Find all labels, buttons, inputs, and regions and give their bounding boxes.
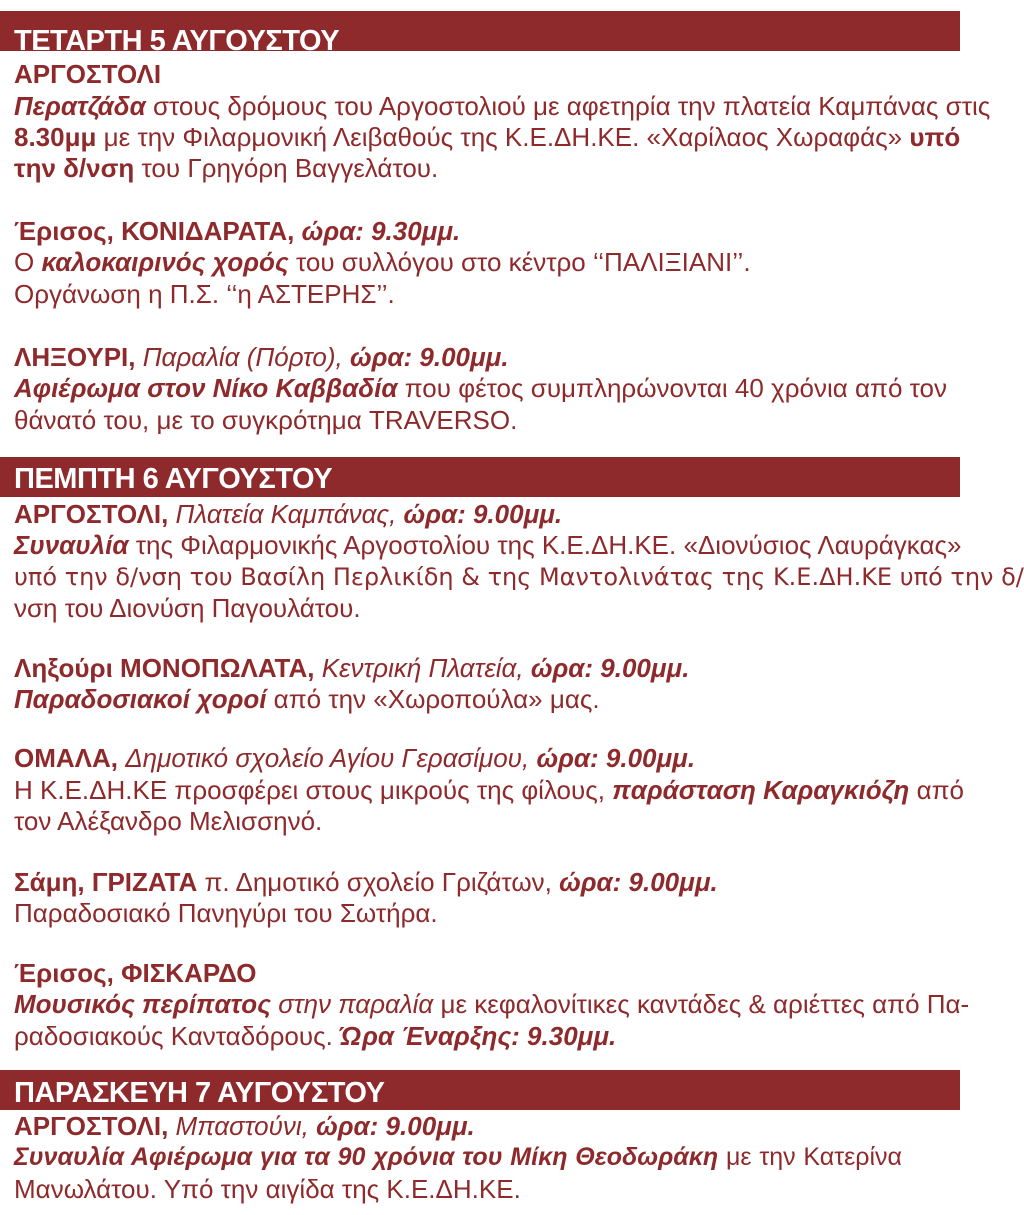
event-description: Ο: [14, 247, 35, 277]
day-header-thursday: ΠΕΜΠΤΗ 6 ΑΥΓΟΥΣΤΟΥ: [14, 463, 333, 495]
event-line: [14, 246, 902, 278]
event-place: Έρισος, ΦΙΣΚΑΡΔΟ: [14, 958, 257, 988]
event-time: 8.30μμ: [14, 122, 97, 152]
event-line: Οργάνωση η Π.Σ. ‘‘η ΑΣΤΕΡΗΣ’’.: [14, 279, 395, 309]
event-time: ώρα: 9.00μμ.: [403, 499, 563, 529]
event-description: που φέτος συμπληρώνονται 40 χρόνια από τον: [404, 373, 947, 403]
event-place: Έρισος, ΚΟΝΙΔΑΡΑΤΑ,: [14, 216, 295, 246]
event-title: Παραδοσιακοί χοροί: [14, 684, 267, 714]
event-line: [14, 152, 902, 184]
event-description: ραδοσιακούς Κανταδόρους.: [14, 1021, 333, 1051]
event-line: [14, 372, 947, 404]
event-description: Η Κ.Ε.ΔΗ.ΚΕ προσφέρει στους μικρούς της φίλους,: [14, 775, 605, 805]
event-place: Σάμη, ΓΡΙΖΑΤΑ: [14, 867, 198, 897]
event-header: [14, 742, 902, 774]
event-time: Ώρα Έναρξης: 9.30μμ.: [340, 1021, 617, 1051]
event-description: από: [916, 775, 964, 805]
event-description: με την Φιλαρμονική Λειβαθούς της Κ.Ε.ΔΗ.ΚΕ. «Χαρίλαος Χωραφάς»: [103, 122, 903, 152]
event-line: Παραδοσιακό Πανηγύρι του Σωτήρα.: [14, 898, 438, 928]
event-place: ΑΡΓΟΣΤΟΛΙ,: [14, 1111, 169, 1141]
event-title: Συναυλία: [14, 530, 129, 560]
event-title: Μουσικός περίπατος: [14, 989, 271, 1019]
event-title: Περατζάδα: [14, 91, 146, 121]
event-venue: Παραλία (Πόρτο),: [142, 342, 343, 372]
event-description: του συλλόγου στο κέντρο ‘‘ΠΑΛΙΞΙΑΝΙ’’.: [295, 247, 751, 277]
event-line: υπό την δ/νση του Βασίλη Περλικίδη & της Μαντολινάτας της Κ.Ε.ΔΗ.ΚΕ υπό την δ/: [14, 563, 1024, 591]
event-description: στους δρόμους του Αργοστολιού με αφετηρία την πλατεία Καμπάνας στις: [152, 91, 991, 121]
event-place: ΑΡΓΟΣΤΟΛΙ: [14, 59, 162, 89]
event-place: Ληξούρι ΜΟΝΟΠΩΛΑΤΑ,: [14, 653, 315, 683]
event-venue: Κεντρική Πλατεία,: [321, 653, 524, 683]
event-line: [14, 774, 964, 806]
event-line: [14, 121, 961, 153]
event-description: με την Κατερίνα: [725, 1143, 902, 1171]
event-header: [14, 341, 902, 373]
event-title: καλοκαιρινός χορός: [41, 247, 289, 277]
event-description: του Γρηγόρη Βαγγελάτου.: [141, 153, 439, 183]
event-venue: Πλατεία Καμπάνας,: [175, 499, 397, 529]
event-line: [14, 529, 962, 561]
day-header-wednesday: ΤΕΤΑΡΤΗ 5 ΑΥΓΟΥΣΤΟΥ: [14, 25, 340, 57]
event-time: ώρα: 9.30μμ.: [301, 216, 461, 246]
event-direction: την δ/νση: [14, 153, 135, 183]
event-time: ώρα: 9.00μμ.: [559, 867, 718, 897]
event-time: ώρα: 9.00μμ.: [530, 653, 690, 683]
event-header: [14, 1110, 902, 1142]
event-header: [14, 215, 902, 247]
event-line: [14, 1141, 902, 1173]
event-title: Συναυλία Αφιέρωμα για τα 90 χρόνια του Μίκη Θεοδωράκη: [14, 1143, 719, 1171]
event-venue: Δημοτικό σχολείο Γριζάτων,: [235, 867, 552, 897]
event-title: Αφιέρωμα στον Νίκο Καββαδία: [14, 373, 398, 403]
event-venue: Μπαστούνι,: [175, 1111, 309, 1141]
event-direction: υπό: [909, 122, 961, 152]
event-header: [14, 866, 902, 898]
event-title: παράσταση Καραγκιόζη: [612, 775, 910, 805]
event-header: [14, 498, 902, 530]
event-venue: στην παραλία: [278, 989, 434, 1019]
event-line: [14, 1020, 902, 1052]
event-time: ώρα: 9.00μμ.: [536, 743, 696, 773]
event-line: Μανωλάτου. Υπό την αιγίδα της Κ.Ε.ΔΗ.ΚΕ.: [14, 1174, 521, 1204]
event-time: ώρα: 9.00μμ.: [349, 342, 509, 372]
event-description: με κεφαλονίτικες καντάδες & αριέττες από Πα-: [440, 989, 970, 1019]
event-line: νση του Διονύση Παγουλάτου.: [14, 593, 361, 623]
day-header-friday: ΠΑΡΑΣΚΕΥΗ 7 ΑΥΓΟΥΣΤΟΥ: [14, 1077, 385, 1109]
event-place: ΟΜΑΛΑ,: [14, 743, 118, 773]
event-line: [14, 683, 902, 715]
event-description: από την «Χωροπούλα» μας.: [273, 684, 600, 714]
event-line: [14, 988, 970, 1020]
event-line: τον Αλέξανδρο Μελισσηνό.: [14, 806, 323, 836]
event-venue: Δημοτικό σχολείο Αγίου Γερασίμου,: [125, 743, 530, 773]
event-header: [14, 652, 902, 684]
event-line: [14, 90, 991, 122]
event-venue-prefix: π.: [204, 867, 230, 897]
event-description: της Φιλαρμονικής Αργοστολίου της Κ.Ε.ΔΗ.ΚΕ. «Διονύσιος Λαυράγκας»: [135, 530, 962, 560]
event-place: ΛΗΞΟΥΡΙ,: [14, 342, 136, 372]
event-time: ώρα: 9.00μμ.: [316, 1111, 475, 1141]
event-place: ΑΡΓΟΣΤΟΛΙ,: [14, 499, 169, 529]
event-line: θάνατό του, με το συγκρότημα TRAVERSO.: [14, 405, 518, 435]
